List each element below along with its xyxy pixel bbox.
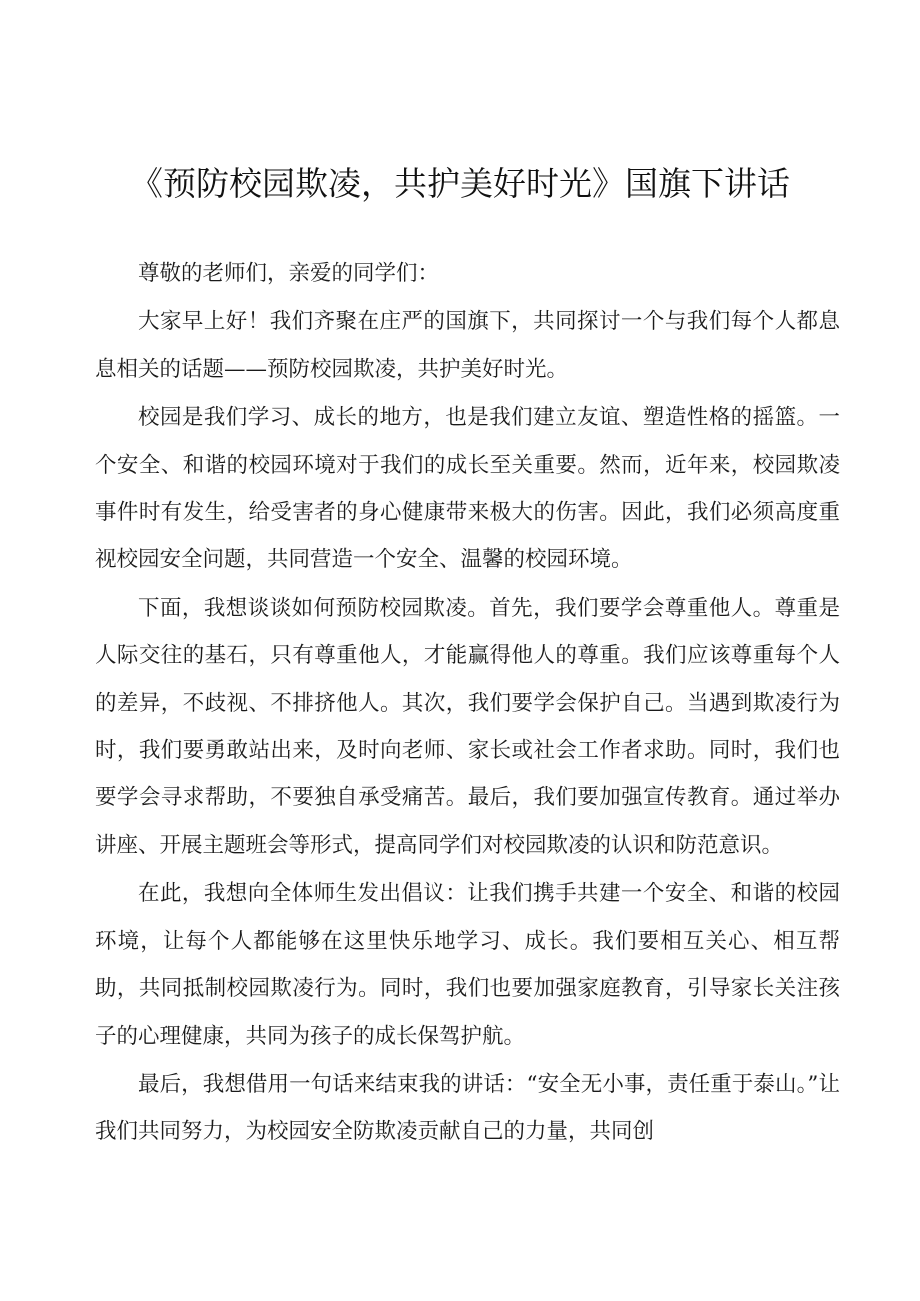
closing-paragraph: 最后，我想借用一句话来结束我的讲话：“安全无小事，责任重于泰山。”让我们共同努力，为校园安全防欺凌贡献自己的力量，共同创	[95, 1071, 840, 1145]
greeting-paragraph: 大家早上好！我们齐聚在庄严的国旗下，共同探讨一个与我们每个人都息息相关的话题——预防校园欺凌，共护美好时光。	[95, 309, 840, 382]
document-title: 《预防校园欺凌，共护美好时光》国旗下讲话	[130, 164, 790, 203]
prevention-paragraph: 下面，我想谈谈如何预防校园欺凌。首先，我们要学会尊重他人。尊重是人际交往的基石，只有尊重他人，才能赢得他人的尊重。我们应该尊重每个人的差异，不歧视、不排挤他人。其次，我们要学会保护自己。当遇到欺凌行为时，我们要勇敢站出来，及时向老师、家长或社会工作者求助。同时，我们也要学会寻求帮助，不要独自承受痛苦。最后，我们要加强宣传教育。通过举办讲座、开展主题班会等形式，提高同学们对校园欺凌的认识和防范意识。	[95, 595, 840, 858]
initiative-paragraph: 在此，我想向全体师生发出倡议：让我们携手共建一个安全、和谐的校园环境，让每个人都能够在这里快乐地学习、成长。我们要相互关心、相互帮助，共同抵制校园欺凌行为。同时，我们也要加强家庭教育，引导家长关注孩子的心理健康，共同为孩子的成长保驾护航。	[95, 881, 840, 1049]
campus-paragraph: 校园是我们学习、成长的地方，也是我们建立友谊、塑造性格的摇篮。一个安全、和谐的校园环境对于我们的成长至关重要。然而，近年来，校园欺凌事件时有发生，给受害者的身心健康带来极大的伤害。因此，我们必须高度重视校园安全问题，共同营造一个安全、温馨的校园环境。	[95, 405, 840, 573]
salutation-paragraph: 尊敬的老师们，亲爱的同学们：	[138, 261, 440, 286]
document-body	[95, 250, 840, 1157]
